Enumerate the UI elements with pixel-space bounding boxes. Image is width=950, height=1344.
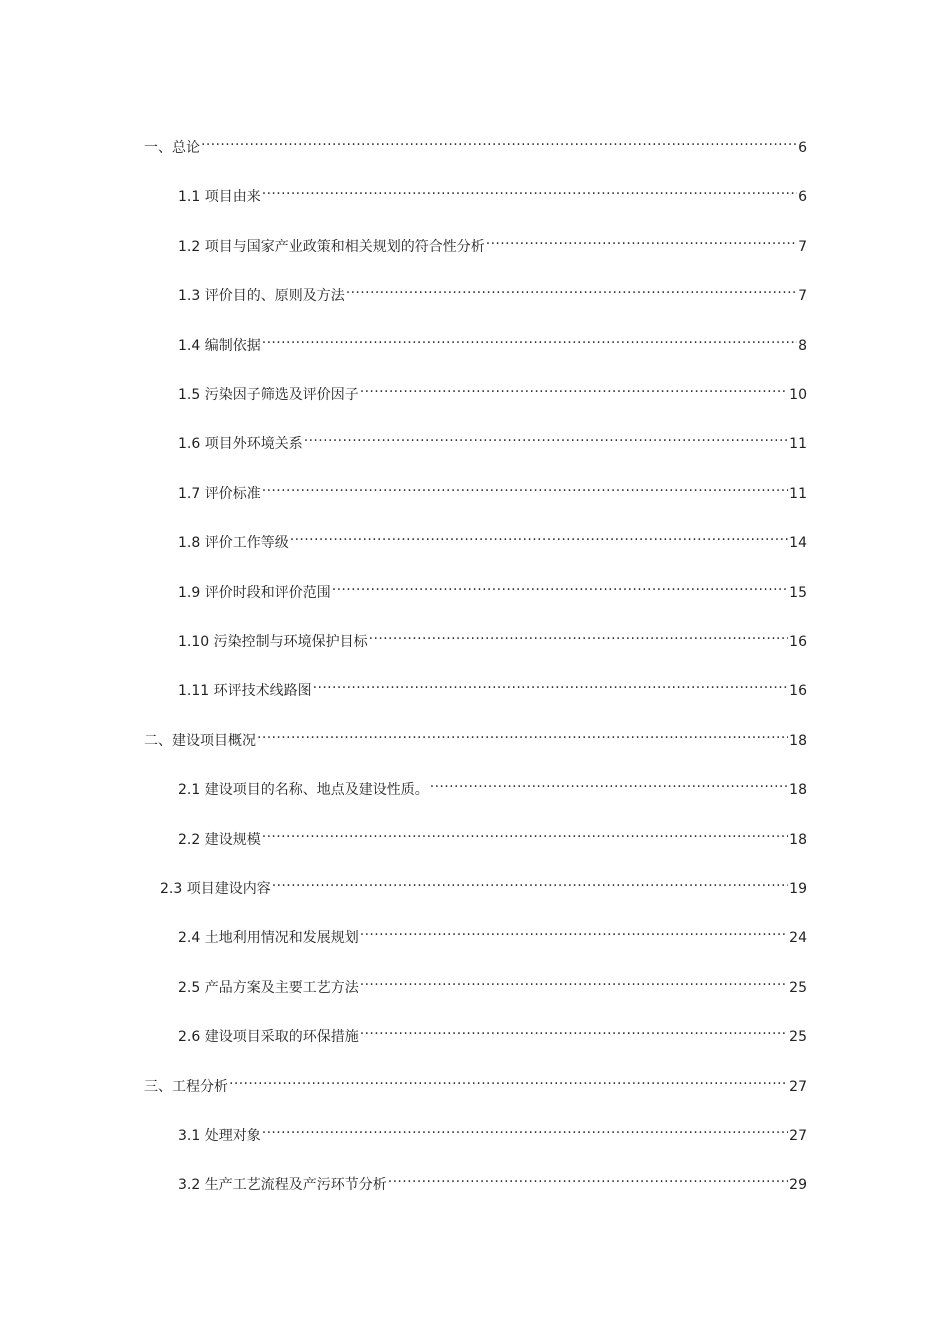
toc-entry-page-number: 7: [798, 239, 807, 255]
toc-dot-leader: [201, 130, 797, 152]
toc-dot-leader: [304, 426, 788, 448]
toc-entry-title: 1.1 项目由来: [178, 189, 261, 205]
toc-dot-leader: [257, 723, 788, 745]
toc-entry-title: 1.8 评价工作等级: [178, 535, 289, 551]
toc-entry[interactable]: [178, 377, 807, 403]
toc-entry-page-number: 25: [789, 1029, 807, 1045]
toc-entry-page-number: 10: [789, 387, 807, 403]
toc-dot-leader: [262, 328, 797, 350]
toc-entry[interactable]: [178, 772, 807, 798]
toc-entry-page-number: 6: [798, 140, 807, 156]
toc-dot-leader: [262, 1118, 788, 1140]
toc-entry-title: 一、总论: [144, 140, 200, 156]
toc-entry-page-number: 11: [789, 486, 807, 502]
toc-entry[interactable]: [178, 1167, 807, 1193]
toc-entry-page-number: 18: [789, 782, 807, 798]
toc-entry-page-number: 27: [789, 1128, 807, 1144]
toc-entry-title: 1.11 环评技术线路图: [178, 683, 312, 699]
toc-entry-title: 1.5 污染因子筛选及评价因子: [178, 387, 359, 403]
toc-entry[interactable]: [178, 822, 807, 848]
toc-entry-page-number: 11: [789, 436, 807, 452]
toc-entry-title: 2.2 建设规模: [178, 832, 261, 848]
toc-entry-page-number: 24: [789, 930, 807, 946]
toc-entry-title: 二、建设项目概况: [144, 733, 256, 749]
toc-entry-page-number: 14: [789, 535, 807, 551]
toc-entry-title: 3.2 生产工艺流程及产污环节分析: [178, 1177, 387, 1193]
toc-entry[interactable]: [178, 476, 807, 502]
toc-entry-title: 三、工程分析: [144, 1079, 228, 1095]
toc-entry[interactable]: [178, 525, 807, 551]
toc-entry-page-number: 18: [789, 832, 807, 848]
toc-entry-page-number: 15: [789, 585, 807, 601]
toc-entry-title: 2.5 产品方案及主要工艺方法: [178, 980, 359, 996]
toc-entry[interactable]: [178, 1118, 807, 1144]
toc-entry-title: 1.7 评价标准: [178, 486, 261, 502]
toc-dot-leader: [430, 772, 788, 794]
toc-entry[interactable]: [178, 575, 807, 601]
toc-dot-leader: [360, 1019, 788, 1041]
toc-entry-page-number: 8: [798, 338, 807, 354]
toc-dot-leader: [346, 278, 797, 300]
toc-dot-leader: [360, 377, 788, 399]
toc-dot-leader: [262, 476, 788, 498]
toc-entry[interactable]: [178, 673, 807, 699]
toc-dot-leader: [313, 673, 789, 695]
toc-entry[interactable]: [178, 970, 807, 996]
toc-entry-title: 2.6 建设项目采取的环保措施: [178, 1029, 359, 1045]
toc-entry-title: 1.2 项目与国家产业政策和相关规划的符合性分析: [178, 239, 485, 255]
toc-dot-leader: [229, 1069, 788, 1091]
toc-entry[interactable]: [144, 130, 807, 156]
toc-dot-leader: [360, 970, 788, 992]
toc-dot-leader: [369, 624, 789, 646]
toc-entry[interactable]: [160, 871, 807, 897]
toc-entry-page-number: 19: [789, 881, 807, 897]
toc-entry-page-number: 6: [798, 189, 807, 205]
toc-entry-page-number: 27: [789, 1079, 807, 1095]
toc-entry-page-number: 7: [798, 288, 807, 304]
toc-entry-page-number: 16: [789, 683, 807, 699]
toc-entry-title: 1.10 污染控制与环境保护目标: [178, 634, 368, 650]
toc-entry[interactable]: [144, 723, 807, 749]
toc-entry[interactable]: [178, 179, 807, 205]
toc-entry-title: 2.3 项目建设内容: [160, 881, 271, 897]
toc-entry[interactable]: [178, 328, 807, 354]
toc-entry-page-number: 29: [789, 1177, 807, 1193]
toc-dot-leader: [388, 1167, 788, 1189]
toc-dot-leader: [262, 822, 788, 844]
toc-entry-page-number: 18: [789, 733, 807, 749]
toc-dot-leader: [272, 871, 788, 893]
toc-entry[interactable]: [178, 920, 807, 946]
toc-entry[interactable]: [178, 624, 807, 650]
toc-entry-page-number: 16: [789, 634, 807, 650]
toc-entry-title: 1.6 项目外环境关系: [178, 436, 303, 452]
toc-entry[interactable]: [178, 278, 807, 304]
toc-dot-leader: [486, 229, 797, 251]
toc-dot-leader: [290, 525, 788, 547]
toc-dot-leader: [360, 920, 788, 942]
toc-entry-page-number: 25: [789, 980, 807, 996]
toc-entry-title: 1.9 评价时段和评价范围: [178, 585, 331, 601]
toc-entry-title: 3.1 处理对象: [178, 1128, 261, 1144]
toc-dot-leader: [332, 575, 788, 597]
toc-entry-title: 1.4 编制依据: [178, 338, 261, 354]
toc-entry-title: 2.1 建设项目的名称、地点及建设性质。: [178, 782, 429, 798]
toc-dot-leader: [262, 179, 797, 201]
toc-entry[interactable]: [178, 229, 807, 255]
toc-entry[interactable]: [178, 426, 807, 452]
toc-entry-title: 1.3 评价目的、原则及方法: [178, 288, 345, 304]
toc-entry[interactable]: [178, 1019, 807, 1045]
toc-entry-title: 2.4 土地利用情况和发展规划: [178, 930, 359, 946]
toc-entry[interactable]: [144, 1069, 807, 1095]
